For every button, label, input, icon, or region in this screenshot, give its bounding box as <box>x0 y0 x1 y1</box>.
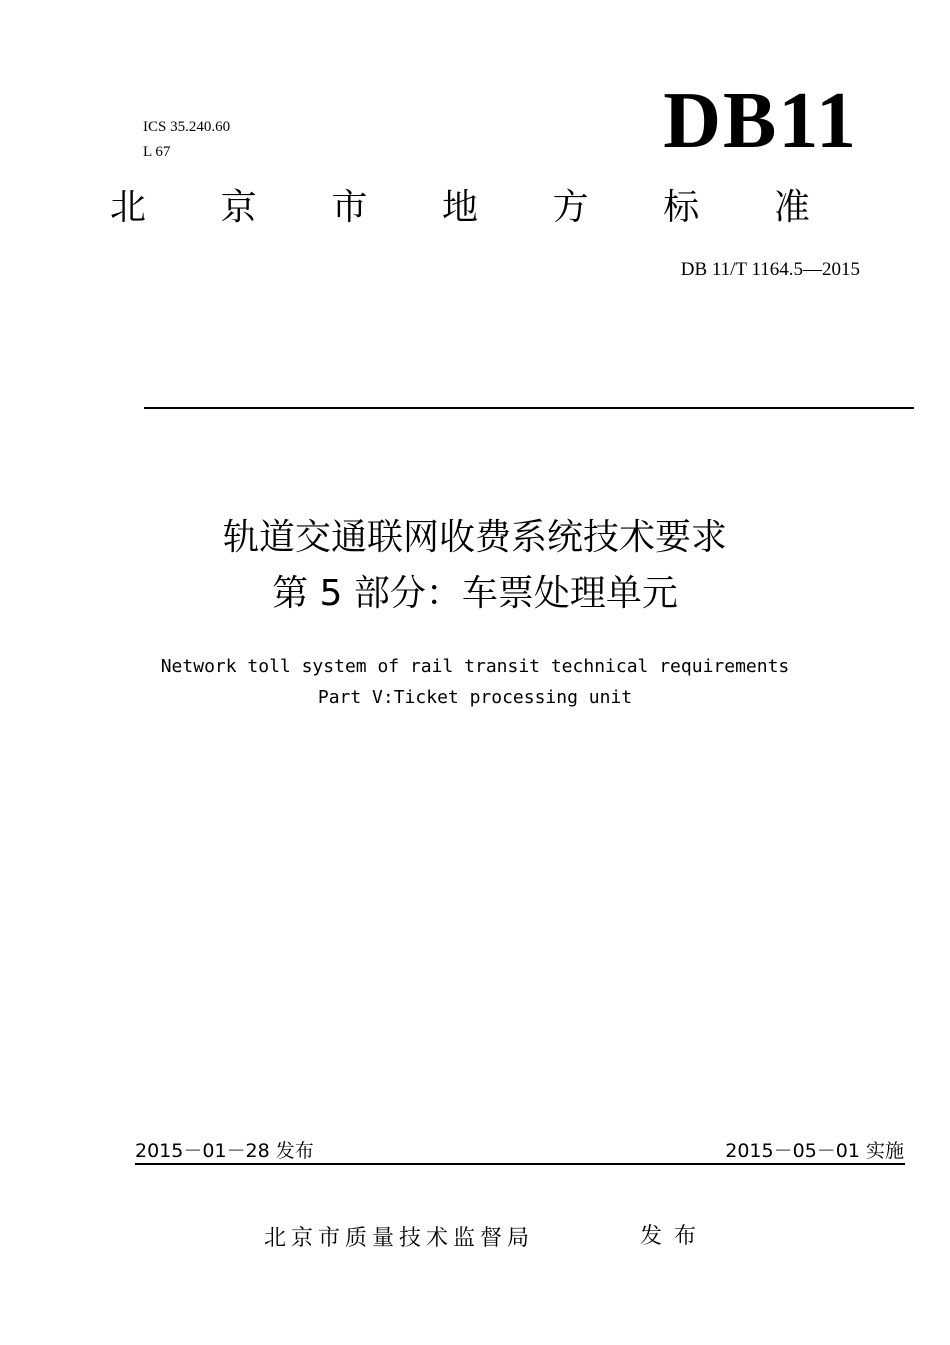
title-en-line1: Network toll system of rail transit technical requirements <box>160 656 790 677</box>
top-divider <box>144 407 914 409</box>
standard-type-heading <box>110 186 810 230</box>
db-mark: DB11 <box>663 77 858 165</box>
title-cn-line1: 轨道交通联网收费系统技术要求 <box>222 517 727 558</box>
standard-type-char: 市 <box>331 187 368 228</box>
bottom-divider <box>135 1163 905 1165</box>
standard-type-char: 京 <box>220 187 257 228</box>
standard-number: DB 11/T 1164.5—2015 <box>680 259 860 280</box>
ics-code: ICS 35.240.60 <box>143 119 231 135</box>
issuing-authority: 北京市质量技术监督局 <box>264 1226 535 1251</box>
title-en-line2: Part V:Ticket processing unit <box>317 687 633 708</box>
implementation-date: 2015－05－01 实施 <box>725 1140 904 1162</box>
issue-date: 2015－01－28 发布 <box>135 1140 314 1162</box>
standard-type-char: 北 <box>110 187 147 228</box>
standard-type-char: 方 <box>552 187 589 228</box>
standard-type-char: 准 <box>773 187 810 228</box>
title-cn-line2: 第 5 部分：车票处理单元 <box>272 573 678 614</box>
issue-label: 发布 <box>640 1224 709 1249</box>
ccs-code: L 67 <box>143 144 171 160</box>
standard-type-char: 地 <box>441 187 478 228</box>
standard-type-char: 标 <box>663 187 700 228</box>
